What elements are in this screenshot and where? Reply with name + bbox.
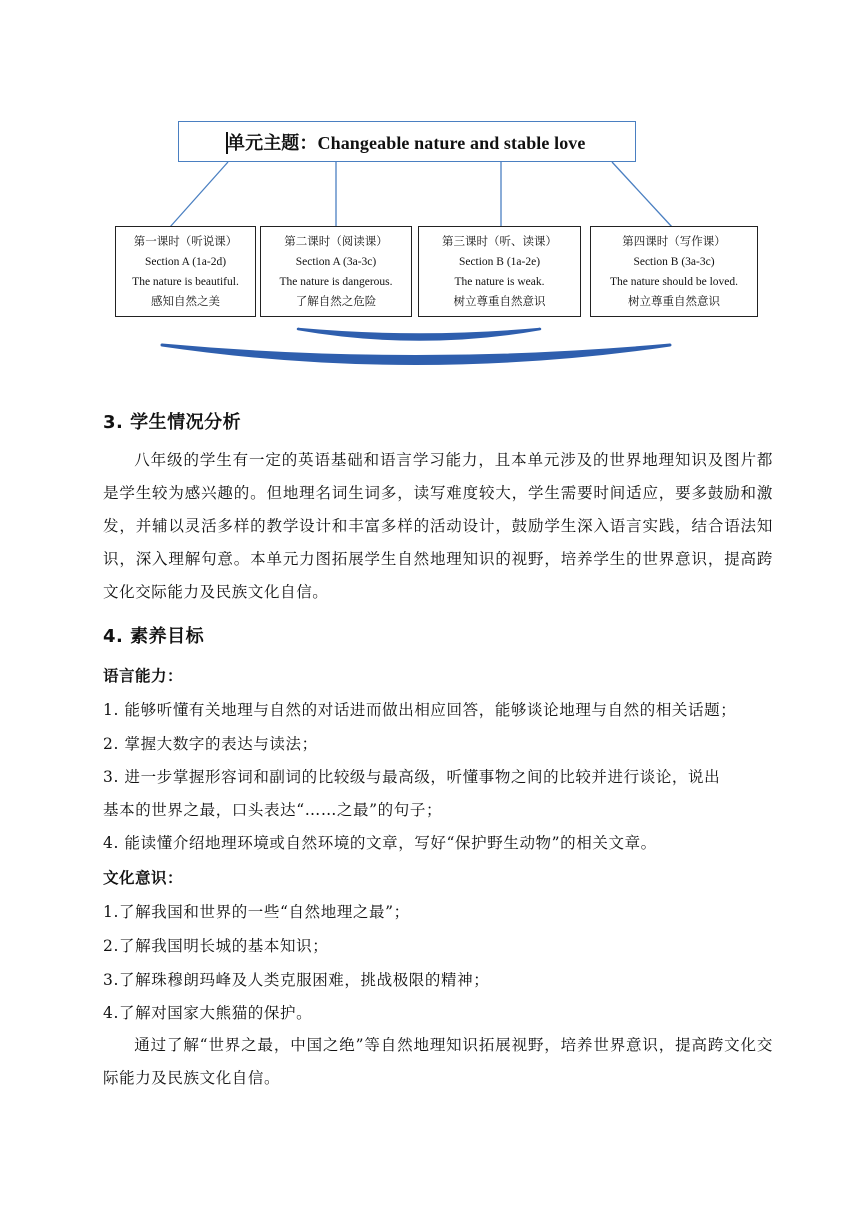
lesson-theme-en: The nature is beautiful. [132,276,239,288]
lesson-period: 第四课时（写作课） [622,236,726,248]
lesson-theme-cn: 树立尊重自然意识 [453,296,546,308]
lesson-period: 第三课时（听、读课） [442,236,557,248]
text-cursor [226,132,228,154]
culture-item: 2.了解我国明长城的基本知识； [103,937,329,955]
lesson-box-3 [418,226,581,317]
culture-item: 3.了解珠穆朗玛峰及人类克服困难，挑战极限的精神； [103,971,490,989]
lesson-section: Section B (3a-3c) [633,256,715,268]
unit-theme-box [178,121,636,162]
culture-item: 1.了解我国和世界的一些“自然地理之最”； [103,903,410,921]
lesson-box-2 [260,226,412,317]
lesson-theme-en: The nature is weak. [454,276,545,288]
section-4-title: 4. 素养目标 [103,626,205,647]
connector-line [612,162,672,227]
lesson-section: Section A (3a-3c) [295,256,377,268]
lesson-theme-cn: 感知自然之美 [151,296,220,308]
section-3-paragraph [103,444,773,609]
lesson-box-4 [590,226,758,317]
closing-text: 通过了解“世界之最，中国之绝”等自然地理知识拓展视野，培养世界意识，提高跨文化交际能力及民族文化自信。 [103,1036,773,1087]
closing-paragraph [103,1029,773,1095]
lesson-box-1 [115,226,256,317]
language-item: 1. 能够听懂有关地理与自然的对话进而做出相应回答，能够谈论地理与自然的相关话题； [103,701,737,719]
lesson-theme-en: The nature is dangerous. [279,276,393,288]
lesson-section: Section B (1a-2e) [458,256,541,268]
inner-arc [298,329,540,340]
culture-item: 4.了解对国家大熊猫的保护。 [103,1004,313,1022]
unit-theme-diagram [0,0,860,380]
outer-arc [162,345,670,364]
lesson-section: Section A (1a-2d) [144,256,227,268]
section-3-body: 八年级的学生有一定的英语基础和语言学习能力，且本单元涉及的世界地理知识及图片都是学生较为感兴趣的。但地理名词生词多，读写难度较大，学生需要时间适应，要多鼓励和激发，并辅以灵活多样的教学设计和丰富多样的活动设计，鼓励学生深入语言实践，结合语法知识，深入理解句意。本单元力图拓展学生自然地理知识的视野，培养学生的世界意识，提高跨文化交际能力及民族文化自信。 [103,451,773,601]
unit-theme-title: 单元主题：Changeable nature and stable love [227,132,586,153]
lesson-theme-cn: 了解自然之危险 [295,296,377,308]
lesson-period: 第一课时（听说课） [133,236,238,248]
language-item: 基本的世界之最，口头表达“……之最”的句子； [103,801,443,819]
section-3-title: 3. 学生情况分析 [103,412,242,433]
diagram-connectors [0,0,860,380]
language-item: 2. 掌握大数字的表达与读法； [103,735,318,753]
lesson-theme-cn: 树立尊重自然意识 [628,296,720,308]
language-item: 4. 能读懂介绍地理环境或自然环境的文章，写好“保护野生动物”的相关文章。 [103,834,657,852]
connector-line [170,162,228,227]
lesson-theme-en: The nature should be loved. [609,276,739,288]
language-ability-heading: 语言能力： [103,667,184,685]
cultural-awareness-heading: 文化意识： [103,869,184,887]
language-item: 3. 进一步掌握形容词和副词的比较级与最高级，听懂事物之间的比较并进行谈论，说出 [103,768,721,786]
lesson-period: 第二课时（阅读课） [284,236,388,248]
